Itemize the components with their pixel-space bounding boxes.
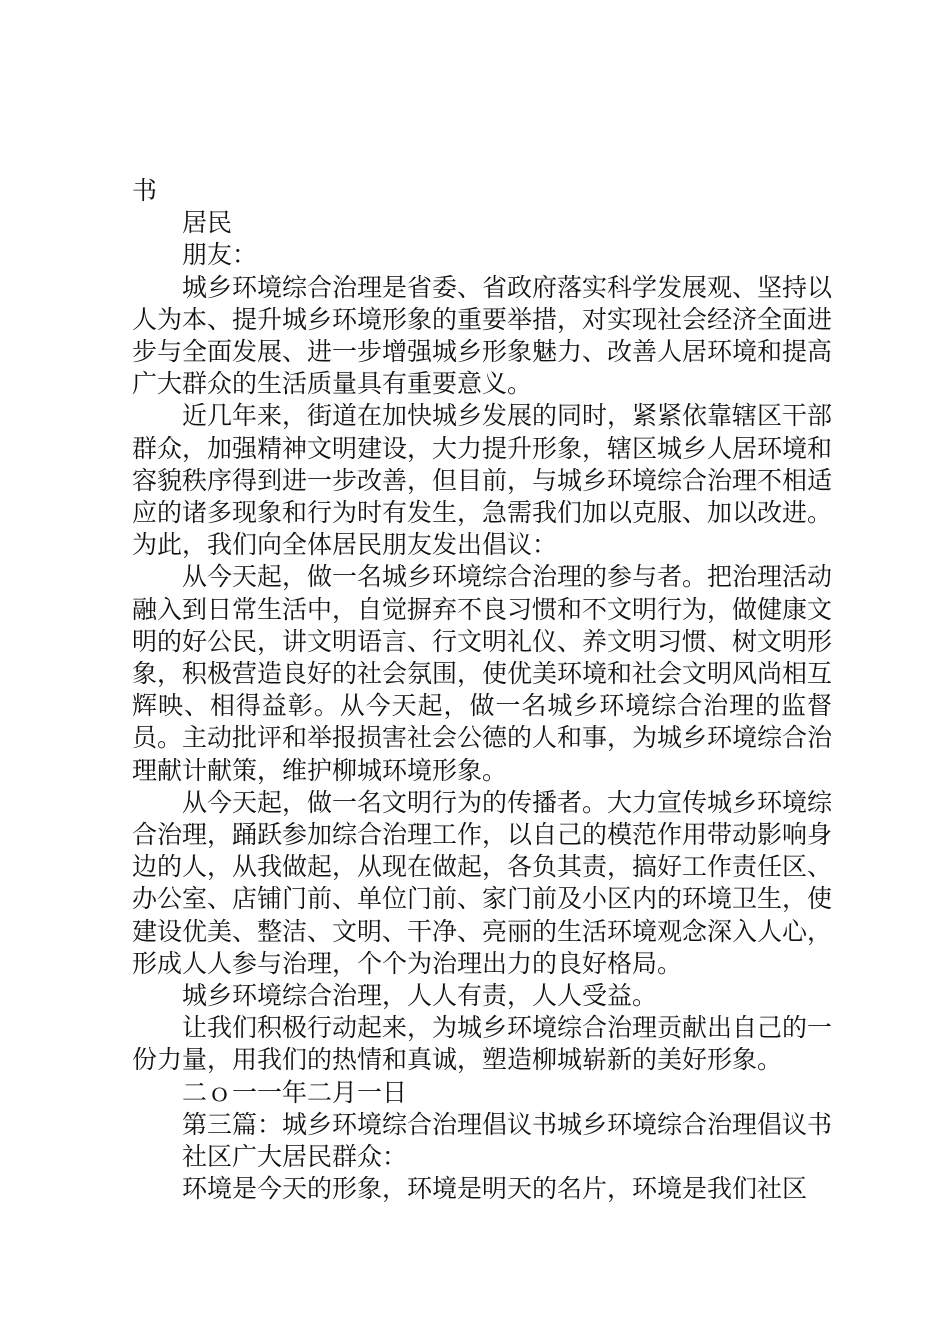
paragraph-slogan: 城乡环境综合治理，人人有责，人人受益。: [182, 981, 658, 1011]
paragraph-date: 二ｏ一一年二月一日: [182, 1077, 408, 1107]
paragraph-call-to-action: 让我们积极行动起来，为城乡环境综合治理贡献出自己的一份力量，用我们的热情和真诚，塑造柳城崭新的美好形象。: [132, 1013, 833, 1075]
document-body: [132, 175, 832, 1206]
paragraph-section-heading: 第三篇：城乡环境综合治理倡议书城乡环境综合治理倡议书: [182, 1109, 833, 1139]
paragraph-environment: 环境是今天的形象，环境是明天的名片，环境是我们社区: [182, 1174, 808, 1204]
paragraph-participant: 从今天起，做一名城乡环境综合治理的参与者。把治理活动融入到日常生活中，自觉摒弃不良习惯和不文明行为，做健康文明的好公民，讲文明语言、行文明礼仪、养文明习惯、树文明形象，积极营造良好的社会氛围，使优美环境和社会文明风尚相互辉映、相得益彰。从今天起，做一名城乡环境综合治理的监督员。主动批评和举报损害社会公德的人和事，为城乡环境综合治理献计献策，维护柳城环境形象。: [132, 562, 833, 785]
paragraph-salutation-residents: 居民: [182, 208, 233, 238]
paragraph-background: 近几年来，街道在加快城乡发展的同时，紧紧依靠辖区干部群众，加强精神文明建设，大力提升形象，辖区城乡人居环境和容貌秩序得到进一步改善，但目前，与城乡环境综合治理不相适应的诸多现象和行为时有发生，急需我们加以克服、加以改进。为此，我们向全体居民朋友发出倡议：: [132, 401, 833, 560]
paragraph-intro: 城乡环境综合治理是省委、省政府落实科学发展观、坚持以人为本、提升城乡环境形象的重要举措，对实现社会经济全面进步与全面发展、进一步增强城乡形象魅力、改善人居环境和提高广大群众的生活质量具有重要意义。: [132, 272, 833, 399]
paragraph-title-tail: 书: [132, 176, 158, 205]
paragraph-salutation-community: 社区广大居民群众：: [182, 1142, 408, 1172]
paragraph-salutation-friends: 朋友：: [182, 240, 258, 270]
paragraph-promoter: 从今天起，做一名文明行为的传播者。大力宣传城乡环境综合治理，踊跃参加综合治理工作，以自己的模范作用带动影响身边的人，从我做起，从现在做起，各负其责，搞好工作责任区、办公室、店铺门前、单位门前、家门前及小区内的环境卫生，使建设优美、整洁、文明、干净、亮丽的生活环境观念深入人心，形成人人参与治理，个个为治理出力的良好格局。: [132, 787, 833, 978]
